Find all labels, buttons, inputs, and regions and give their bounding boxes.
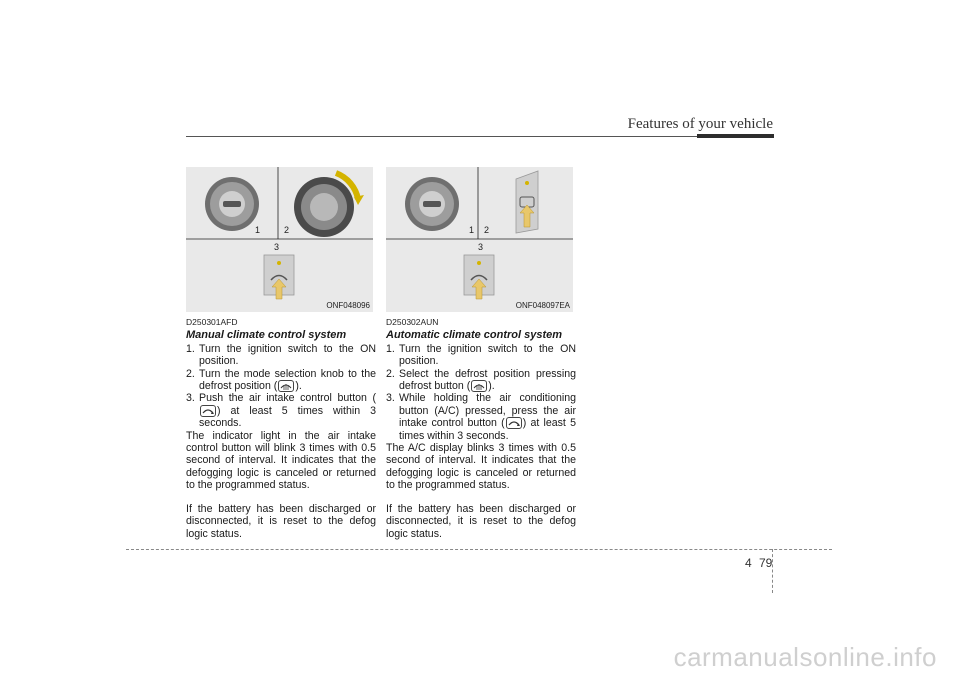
section-heading: Automatic climate control system: [386, 329, 563, 342]
step-number: 2.: [186, 367, 195, 380]
figure-label-2: 2: [284, 225, 290, 235]
manual-climate-section: [186, 316, 376, 540]
step-item: [386, 368, 576, 393]
footer-rule: [126, 549, 832, 550]
figure-code: ONF048096: [326, 301, 370, 310]
automatic-climate-section: [386, 316, 576, 540]
body-paragraph: If the battery has been discharged or disconnected, it is reset to the defog logic status.: [186, 502, 376, 540]
step-text: ) at least 5 times within 3 seconds.: [199, 404, 376, 430]
defrost-button-icon: [516, 171, 538, 233]
step-text: Turn the ignition switch to the ON position.: [399, 342, 576, 368]
figure-code: ONF048097EA: [515, 301, 570, 310]
step-number: 3.: [386, 392, 395, 405]
ignition-switch-icon: [405, 177, 459, 231]
step-number: 1.: [186, 342, 195, 355]
figure-label-3: 3: [274, 242, 280, 252]
step-item: [186, 392, 376, 429]
step-number: 1.: [386, 342, 395, 355]
step-text: ).: [488, 380, 495, 393]
step-number: 3.: [186, 392, 195, 405]
step-text: Push the air intake control button (: [199, 392, 376, 405]
figure-label-3: 3: [478, 242, 484, 252]
step-text: Select the defrost position pressing defrost button (: [399, 367, 576, 393]
step-text: Turn the ignition switch to the ON position.: [199, 342, 376, 368]
watermark: carmanualsonline.info: [673, 642, 937, 672]
figure-label-2: 2: [484, 225, 490, 235]
body-paragraph: The A/C display blinks 3 times with 0.5 second of interval. It indicates that the defogging logic is canceled or returned to the programmed status.: [386, 442, 576, 492]
doc-code: D250301AFD: [186, 317, 238, 327]
defrost-icon: [471, 380, 487, 392]
step-item: [186, 368, 376, 393]
air-recirculation-icon: [200, 405, 216, 417]
mode-knob-icon: [294, 173, 364, 237]
figure-automatic-climate: [386, 167, 573, 312]
doc-code: D250302AUN: [386, 317, 439, 327]
step-item: [386, 392, 576, 442]
header-rule: [186, 136, 774, 137]
step-item: [186, 343, 376, 368]
step-text: ) at least 5 times within 3 seconds.: [399, 417, 576, 442]
page-number: 79: [759, 556, 773, 570]
section-heading: Manual climate control system: [186, 329, 347, 342]
body-paragraph: If the battery has been discharged or disconnected, it is reset to the defog logic status.: [386, 502, 576, 540]
figure-manual-illustration: [186, 167, 373, 312]
step-item: [386, 343, 576, 368]
chapter-number: 4: [745, 556, 752, 570]
intake-button-icon: [264, 255, 294, 299]
header-rule-accent: [697, 134, 774, 138]
ignition-switch-icon: [205, 177, 259, 231]
step-text: ).: [295, 380, 302, 393]
step-text: Turn the mode selection knob to the defrost position (: [199, 367, 376, 393]
step-number: 2.: [386, 367, 395, 380]
section-title: Features of your vehicle: [627, 116, 773, 132]
figure-automatic-illustration: [386, 167, 573, 312]
intake-button-icon: [464, 255, 494, 299]
figure-label-1: 1: [469, 225, 475, 235]
step-text: While holding the air conditioning button (A/C) pressed, press the air intake control button (: [399, 392, 576, 430]
figure-manual-climate: [186, 167, 373, 312]
defrost-icon: [278, 380, 294, 392]
air-recirculation-icon: [506, 417, 522, 429]
body-paragraph: The indicator light in the air intake control button will blink 3 times with 0.5 second of interval. It indicates that the defogging logic is canceled or returned to the programmed status.: [186, 429, 376, 492]
figure-label-1: 1: [255, 225, 261, 235]
